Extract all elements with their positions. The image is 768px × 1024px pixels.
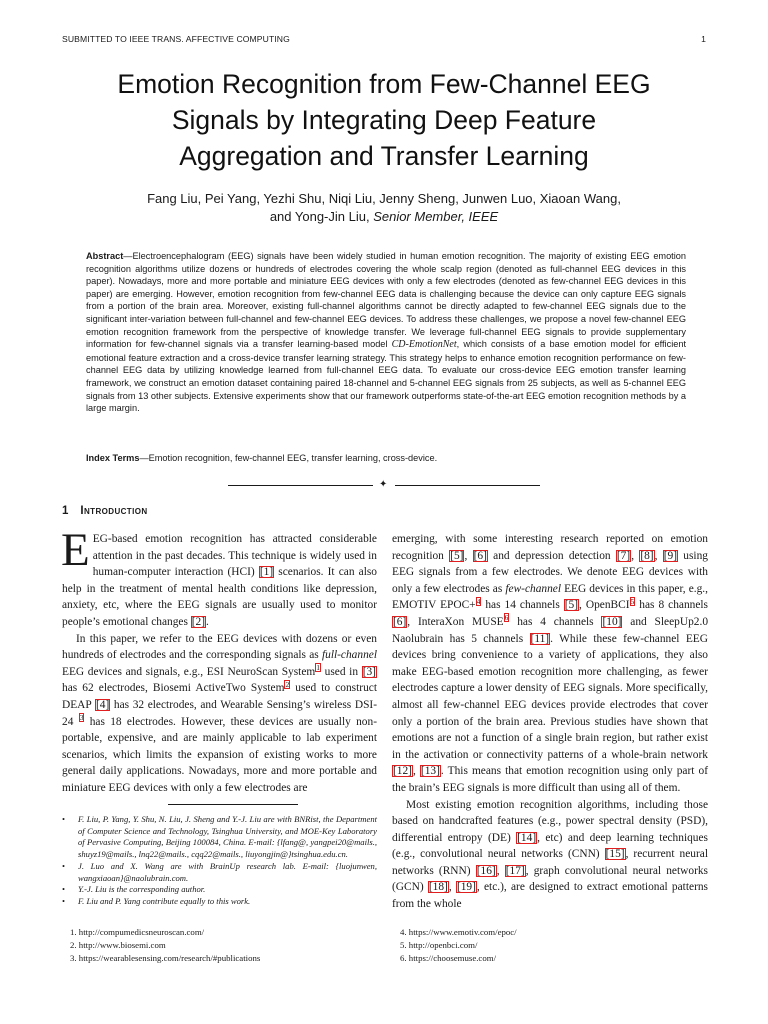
text-run: and SleepUp2.0 Naolubrain has 5 channels <box>392 615 709 645</box>
left-column <box>61 524 378 797</box>
footnote-url[interactable]: 3. https://wearablesensing.com/research/#publications <box>70 953 261 964</box>
text-run: , <box>631 549 640 562</box>
author-role: Senior Member, IEEE <box>373 209 499 224</box>
citation-link[interactable]: [7] <box>616 549 631 562</box>
journal-name: SUBMITTED TO IEEE TRANS. AFFECTIVE COMPUTING <box>62 34 290 44</box>
footnote-link[interactable]: 4 <box>476 596 481 606</box>
affiliation-notes <box>62 814 377 908</box>
citation-link[interactable]: [18] <box>428 881 448 894</box>
footnote-link[interactable]: 5 <box>630 596 635 606</box>
text-run: EG-based emotion recognition has attracted considerable attention in the past decades. This technique is widely used in human-computer interaction (HCI) <box>92 533 377 579</box>
section-heading <box>62 505 148 517</box>
separator-line <box>228 485 373 486</box>
paragraph <box>62 631 377 797</box>
text-run: has 4 channels <box>509 615 602 628</box>
text-run: and depression detection <box>487 549 616 562</box>
section-separator <box>228 479 540 491</box>
text-run: scenarios. It can also help in the treatment of mental health conditions like depression, anxiety, etc, where the EEG signals are usually used to monitor people’s emotional changes <box>62 566 378 628</box>
affiliation-item: • F. Liu, P. Yang, Y. Shu, N. Liu, J. Sheng and Y.-J. Liu are with BNRist, the Department of Computer Science and Technology, Tsinghua University, and MOE-Key Laboratory of Pervasive Computing, Beijing 100084, China. E-mail: {lfang@, yangpei20@mails., shuyz19@mails., lnq22@mails., cqq22@mails., liuyongjin@}tsinghua.edu.cn. <box>62 814 377 861</box>
footnote-url[interactable]: 2. http://www.biosemi.com <box>70 940 166 951</box>
footnote-link[interactable]: 2 <box>285 679 290 689</box>
footnote-link[interactable]: 1 <box>316 662 321 672</box>
footnote-urls-right <box>400 926 700 966</box>
text-run: Most existing emotion recognition algorithms, including those based on handcrafted features (e.g., power spectral density (PSD), differential entropy (DE) <box>392 798 708 844</box>
author-line: Fang Liu, Pei Yang, Yezhi Shu, Niqi Liu, Jenny Sheng, Junwen Luo, Xiaoan Wang, <box>147 191 621 206</box>
footnote-rule <box>168 804 298 805</box>
footnote-url[interactable]: 4. https://www.emotiv.com/epoc/ <box>400 927 517 937</box>
running-header <box>62 34 706 44</box>
model-name: CD-EmotionNet <box>391 339 457 351</box>
text-run: , <box>412 765 420 778</box>
text-run: , <box>448 881 456 894</box>
section-number: 1 <box>62 505 69 517</box>
index-terms-text: —Emotion recognition, few-channel EEG, transfer learning, cross-device. <box>139 453 438 463</box>
text-run: has 18 electrodes. However, these devices are usually non-portable, expensive, and are mainly applicable to lab experiment scenarios, which limits the expansion of existing works to more general daily applications. Nowadays, more and more portable and miniature EEG devices with only a few electrodes are <box>62 715 377 794</box>
title-line: Emotion Recognition from Few-Channel EEG <box>117 69 651 99</box>
citation-link[interactable]: [4] <box>95 698 110 711</box>
abstract-text: —Electroencephalogram (EEG) signals have been widely studied in human emotion recognition. The majority of existing EEG emotion recognition algorithms utilize dozens or hundreds of electrodes covering the whole scalp region (denoted as full-channel EEG devices in this paper). Nowadays, more and more portable and miniature EEG devices with only a few electrodes (denoted as few-channel EEG devices in this paper) are emerging. However, emotion recognition from few-channel EEG data is challenging because the device can only capture EEG signals from a portion of the brain area. Moreover, existing full-channel algorithms cannot be directly adapted to few-channel EEG signals due to the significant inter-variation between full-channel and few-channel EEG devices. To address these challenges, we propose a novel few-channel EEG emotion recognition framework from the perspective of knowledge transfer. We leverage full-channel EEG signals to provide supplementary information for few-channel signals via a transfer learning-based model <box>86 251 686 350</box>
abstract-text: , which consists of a base emotion model for efficient emotional feature extraction and a cross-device transfer learning strategy. This strategy helps to enhance emotion recognition performance on few-channel EEG data by utilizing knowledge learned from full-channel EEG data. To evaluate our cross-device EEG emotion transfer learning framework, we construct an emotion dataset containing paired 18-channel and 5-channel EEG signals from 25 subjects, as well as 5-channel EEG signals from 13 other subjects. Extensive experiments show that our framework outperforms state-of-the-art EEG emotion recognition methods by a large margin. <box>86 339 687 414</box>
separator-diamond-icon: ✦ <box>379 479 388 490</box>
text-run: has 8 channels <box>635 599 708 612</box>
text-run: , <box>654 549 663 562</box>
text-run: , <box>496 864 505 877</box>
text-run: has 32 electrodes, and Wearable Sensing’s wireless DSI-24 <box>62 698 377 728</box>
text-run: , graph convolutional neural networks (GCN) <box>392 864 708 894</box>
index-terms <box>86 452 686 465</box>
title-line: Signals by Integrating Deep Feature <box>171 105 597 135</box>
text-run: EEG devices in this paper, e.g., EMOTIV EPOC+ <box>392 582 708 612</box>
author-line <box>60 208 708 226</box>
citation-link[interactable]: [17] <box>505 864 525 877</box>
citation-link[interactable]: [3] <box>362 665 376 678</box>
citation-link[interactable]: [19] <box>456 881 476 894</box>
affiliation-item: • Y.-J. Liu is the corresponding author. <box>62 884 377 896</box>
text-run: In this paper, we refer to the EEG devices with dozens or even hundreds of electrodes and the corresponding signals as <box>62 632 377 662</box>
title-line: Aggregation and Transfer Learning <box>179 141 589 171</box>
paragraph <box>392 797 708 913</box>
citation-link[interactable]: [6] <box>473 549 487 562</box>
footnote-link[interactable]: 3 <box>79 712 84 722</box>
drop-cap: E <box>61 524 90 576</box>
text-run: EEG devices and signals, e.g., ESI NeuroScan System <box>62 665 316 678</box>
page-number: 1 <box>701 34 706 44</box>
citation-link[interactable]: [16] <box>476 864 496 877</box>
citation-link[interactable]: [5] <box>564 599 579 612</box>
citation-link[interactable]: [5] <box>450 549 464 562</box>
text-run: , OpenBCI <box>579 599 630 612</box>
citation-link[interactable]: [13] <box>420 765 440 778</box>
text-run: . While these few-channel EEG devices bring convenience to a variety of applications, they also make EEG-based emotion recognition more challenging, as fewer electrodes capture a lower density of EEG signals. More specifically, almost all few-channel EEG devices provide electrodes that cover only a portion of the brain area. Previous studies have shown that emotions are not a function of a single brain region, but rather exist in the activation or connectivity patterns of a whole-brain network <box>392 632 708 761</box>
paragraph <box>392 531 708 797</box>
abstract <box>86 250 686 415</box>
citation-link[interactable]: [1] <box>259 566 274 579</box>
text-run: emerging, with some interesting research reported on emotion recognition <box>392 533 708 562</box>
text-run: has 14 channels <box>481 599 564 612</box>
paper-title <box>40 66 728 174</box>
text-run: used in <box>321 665 362 678</box>
abstract-label: Abstract <box>86 251 124 261</box>
affiliation-item: • J. Luo and X. Wang are with BrainUp research lab. E-mail: {luojunwen, wangxiaoan}@naolubrain.com. <box>62 861 377 884</box>
separator-line <box>395 485 540 486</box>
citation-link[interactable]: [12] <box>393 765 412 778</box>
citation-link[interactable]: [8] <box>640 549 654 562</box>
footnote-url[interactable]: 1. http://compumedicsneuroscan.com/ <box>70 927 205 937</box>
emphasis: few-channel <box>505 582 562 595</box>
citation-link[interactable]: [11] <box>530 632 550 645</box>
text-run: , <box>464 549 473 562</box>
paragraph <box>61 524 378 631</box>
text-run: , recurrent neural networks (RNN) <box>392 848 708 877</box>
index-terms-label: Index Terms <box>86 453 140 463</box>
text-run: , etc.), are designed to extract emotional patterns from the whole <box>392 881 708 911</box>
citation-link[interactable]: [9] <box>663 549 678 562</box>
citation-link[interactable]: [15] <box>605 848 625 861</box>
section-title: Introduction <box>80 505 148 517</box>
text-run: . This means that emotion recognition using only part of the brain’s EEG signals is more difficult than using all of them. <box>392 765 708 794</box>
text-run: , InteraXon MUSE <box>407 615 504 628</box>
author-list <box>60 190 708 226</box>
text-run: has 62 electrodes, Biosemi ActiveTwo System <box>62 682 285 695</box>
citation-link[interactable]: [14] <box>517 831 537 844</box>
footnote-url[interactable]: 6. https://choosemuse.com/ <box>400 953 497 964</box>
citation-link[interactable]: [10] <box>602 615 622 628</box>
text-run: used to construct DEAP <box>62 682 377 711</box>
right-column <box>392 531 708 913</box>
footnote-url[interactable]: 5. http://openbci.com/ <box>400 940 478 951</box>
text-run: using EEG signals from a few electrodes. We denote EEG devices with only a few electrodes as <box>392 549 708 595</box>
affiliation-item: • F. Liu and P. Yang contribute equally to this work. <box>62 896 377 908</box>
footnote-urls-left <box>70 926 370 966</box>
author-names: and Yong-Jin Liu, <box>269 209 374 224</box>
citation-link[interactable]: [6] <box>393 615 407 628</box>
emphasis: full-channel <box>321 649 377 662</box>
text-run: . <box>206 615 209 628</box>
citation-link[interactable]: [2] <box>191 615 206 628</box>
footnote-link[interactable]: 6 <box>504 613 509 623</box>
text-run: , etc) and deep learning techniques (e.g., convolutional neural networks (CNN) <box>392 831 708 861</box>
